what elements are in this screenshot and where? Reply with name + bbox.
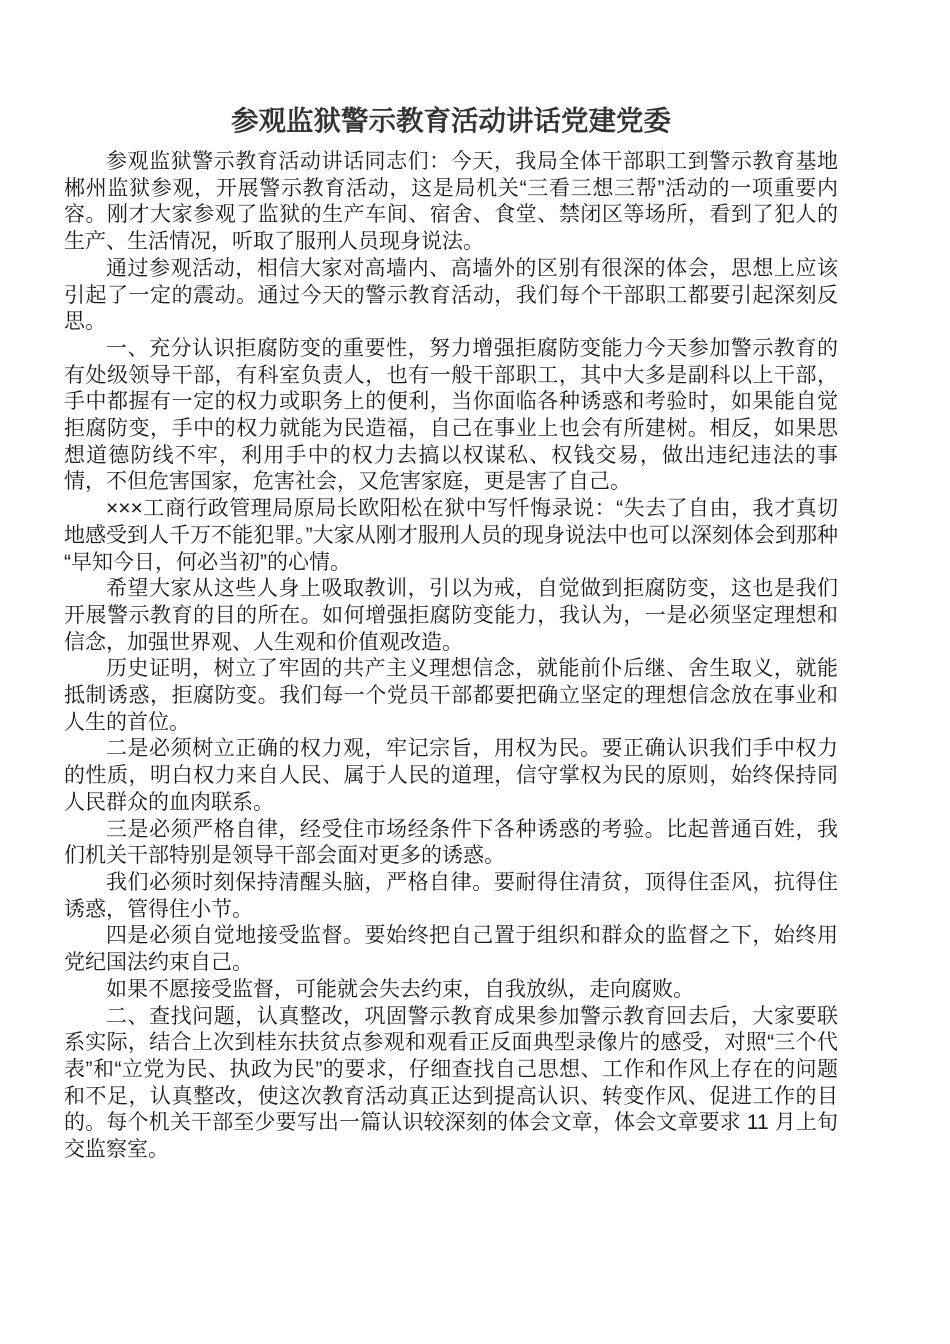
body-paragraph: ×××工商行政管理局原局长欧阳松在狱中写忏悔录说：“失去了自由，我才真切地感受到人千万不能犯罪。”大家从刚才服刑人员的现身说法中也可以深刻体会到那种“早知今日，何必当初”的心情。 xyxy=(64,497,838,574)
body-paragraph: 二是必须树立正确的权力观，牢记宗旨，用权为民。要正确认识我们手中权力的性质，明白权力来自人民、属于人民的道理，信守掌权为民的原则，始终保持同人民群众的血肉联系。 xyxy=(64,737,838,814)
body-paragraph: 历史证明，树立了牢固的共产主义理想信念，就能前仆后继、舍生取义，就能抵制诱惑，拒腐防变。我们每一个党员干部都要把确立坚定的理想信念放在事业和人生的首位。 xyxy=(64,657,838,734)
page-title: 参观监狱警示教育活动讲话党建党委 xyxy=(231,105,671,136)
body-paragraph: 参观监狱警示教育活动讲话同志们：今天，我局全体干部职工到警示教育基地郴州监狱参观，开展警示教育活动，这是局机关“三看三想三帮”活动的一项重要内容。刚才大家参观了监狱的生产车间、宿舍、食堂、禁闭区等场所，看到了犯人的生产、生活情况，听取了服刑人员现身说法。 xyxy=(64,150,838,254)
body-paragraph: 二、查找问题，认真整改，巩固警示教育成果参加警示教育回去后，大家要联系实际，结合上次到桂东扶贫点参观和观看正反面典型录像片的感受，对照“三个代表”和“立党为民、执政为民”的要求，仔细查找自己思想、工作和作风上存在的问题和不足，认真整改，使这次教育活动真正达到提高认识、转变作风、促进工作的目的。每个机关干部至少要写出一篇认识较深刻的体会文章，体会文章要求 11 月上旬交监察室。 xyxy=(64,1004,838,1162)
body-paragraph: 通过参观活动，相信大家对高墙内、高墙外的区别有很深的体会，思想上应该引起了一定的震动。通过今天的警示教育活动，我们每个干部职工都要引起深刻反思。 xyxy=(64,256,838,334)
document-body xyxy=(64,0,838,1164)
body-paragraph: 三是必须严格自律，经受住市场经条件下各种诱惑的考验。比起普通百姓，我们机关干部特别是领导干部会面对更多的诱惑。 xyxy=(64,817,838,868)
paragraph-list xyxy=(64,149,838,1164)
body-paragraph: 如果不愿接受监督，可能就会失去约束，自我放纵，走向腐败。 xyxy=(106,977,694,1001)
body-paragraph: 一、充分认识拒腐防变的重要性，努力增强拒腐防变能力今天参加警示教育的有处级领导干部，有科室负责人，也有一般干部职工，其中大多是副科以上干部，手中都握有一定的权力或职务上的便利，当你面临各种诱惑和考验时，如果能自觉拒腐防变，手中的权力就能为民造福，自己在事业上也会有所建树。相反，如果思想道德防线不牢，利用手中的权力去搞以权谋私、权钱交易，做出违纪违法的事情，不但危害国家，危害社会，又危害家庭，更是害了自己。 xyxy=(64,336,838,494)
body-paragraph: 希望大家从这些人身上吸取教训，引以为戒，自觉做到拒腐防变，这也是我们开展警示教育的目的所在。如何增强拒腐防变能力，我认为，一是必须坚定理想和信念，加强世界观、人生观和价值观改造。 xyxy=(64,577,838,654)
body-paragraph: 四是必须自觉地接受监督。要始终把自己置于组织和群众的监督之下，始终用党纪国法约束自己。 xyxy=(64,924,838,975)
body-paragraph: 我们必须时刻保持清醒头脑，严格自律。要耐得住清贫，顶得住歪风，抗得住诱惑，管得住小节。 xyxy=(64,870,838,921)
